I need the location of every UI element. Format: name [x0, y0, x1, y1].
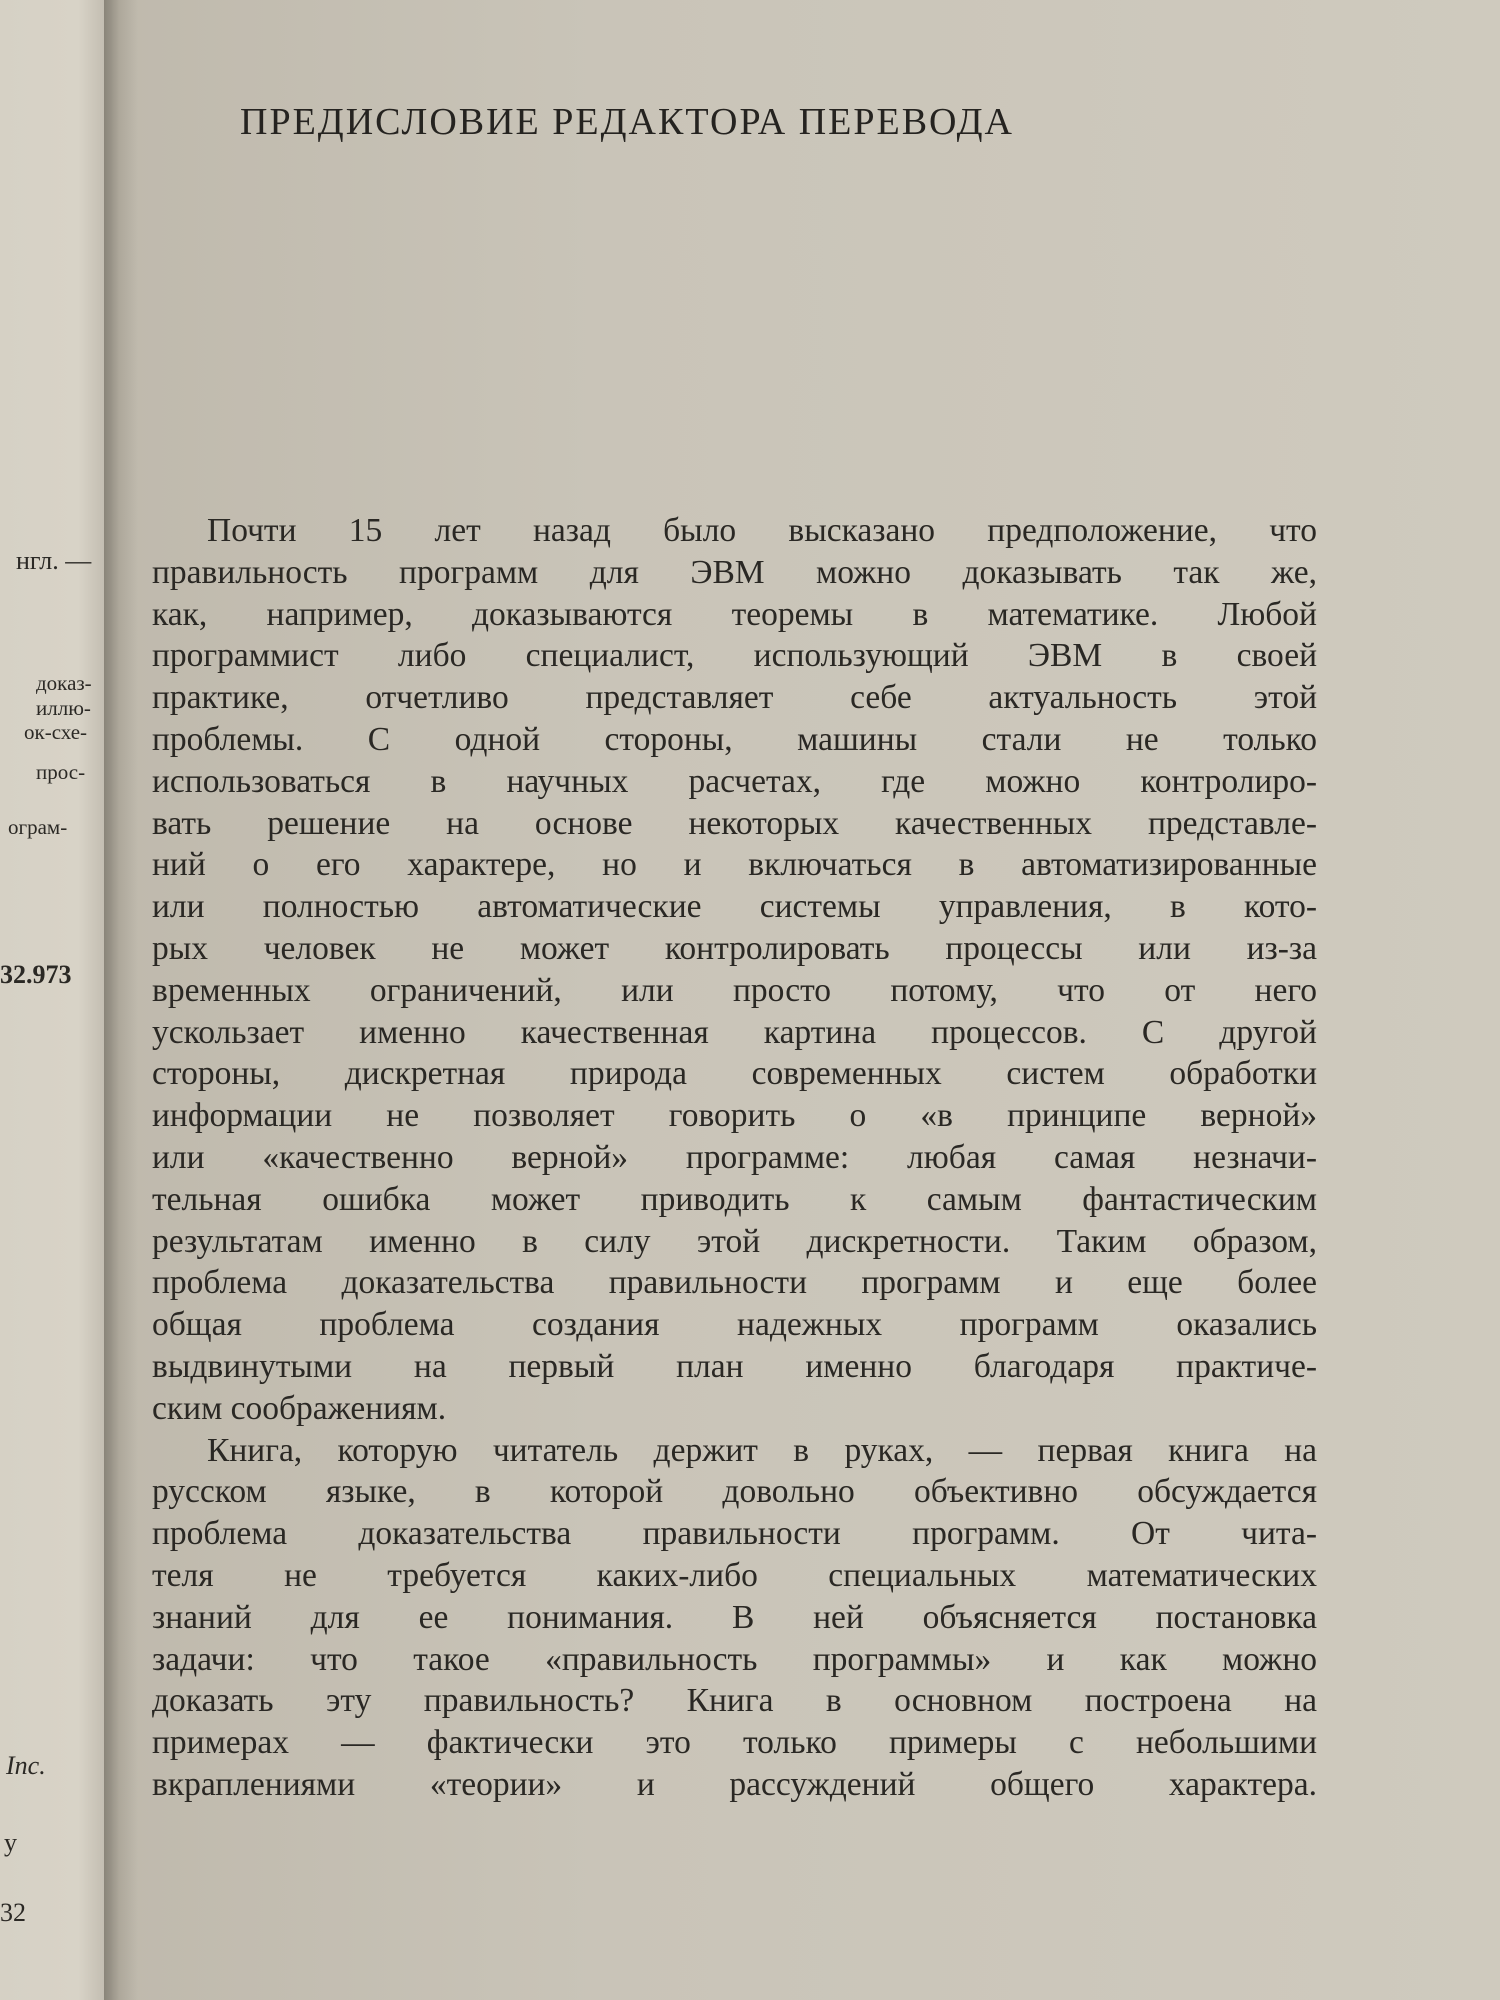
- text-line: вать решение на основе некоторых качественных представле-: [152, 804, 1317, 842]
- paragraph-1: [152, 510, 1317, 1430]
- text-line: проблема доказательства правильности программ и еще более: [152, 1264, 1317, 1302]
- text-line: практике, отчетливо представляет себе актуальность этой: [152, 679, 1317, 717]
- margin-fragment: y: [4, 1828, 17, 1857]
- text-line: программист либо специалист, использующий ЭВМ в своей: [152, 637, 1317, 675]
- main-page: [125, 0, 1500, 2000]
- body-text: [152, 510, 1317, 1806]
- text-line: Почти 15 лет назад было высказано предположение, что: [207, 512, 1317, 549]
- margin-fragment: 32.973: [0, 960, 72, 989]
- text-line: проблемы. С одной стороны, машины стали не только: [152, 720, 1317, 758]
- text-line: правильность программ для ЭВМ можно доказывать так же,: [152, 553, 1317, 591]
- text-line: общая проблема создания надежных программ оказались: [152, 1306, 1317, 1344]
- margin-fragment: иллю-: [36, 696, 91, 720]
- margin-fragment: ограм-: [8, 815, 68, 839]
- margin-fragment: 32: [0, 1898, 26, 1927]
- text-line: выдвинутыми на первый план именно благодаря практиче-: [152, 1347, 1317, 1385]
- text-line: знаний для ее понимания. В ней объясняется постановка: [152, 1598, 1317, 1636]
- text-line: ускользает именно качественная картина процессов. С другой: [152, 1013, 1317, 1051]
- text-line: задачи: что такое «правильность программы» и как можно: [152, 1640, 1317, 1678]
- margin-fragment: прос-: [36, 760, 86, 784]
- margin-fragment: нгл. —: [16, 546, 92, 575]
- text-line: или «качественно верной» программе: любая самая незначи-: [152, 1138, 1317, 1176]
- text-line: результатам именно в силу этой дискретности. Таким образом,: [152, 1222, 1317, 1260]
- text-line: использоваться в научных расчетах, где можно контролиро-: [152, 762, 1317, 800]
- text-line: стороны, дискретная природа современных систем обработки: [152, 1055, 1317, 1093]
- text-line: теля не требуется каких-либо специальных математических: [152, 1556, 1317, 1594]
- text-line: проблема доказательства правильности программ. От чита-: [152, 1515, 1317, 1553]
- text-line: как, например, доказываются теоремы в математике. Любой: [152, 595, 1317, 633]
- left-adjacent-page: [0, 0, 112, 2000]
- text-line: временных ограничений, или просто потому, что от него: [152, 971, 1317, 1009]
- text-line: информации не позволяет говорить о «в принципе верной»: [152, 1097, 1317, 1135]
- text-line: рых человек не может контролировать процессы или из-за: [152, 929, 1317, 967]
- text-line: доказать эту правильность? Книга в основном построена на: [152, 1682, 1317, 1720]
- text-line: Книга, которую читатель держит в руках, — первая книга на: [207, 1431, 1317, 1469]
- text-line: примерах — фактически это только примеры с небольшими: [152, 1724, 1317, 1762]
- margin-fragment: доказ-: [36, 671, 92, 695]
- text-line: ний о его характере, но и включаться в автоматизированные: [152, 846, 1317, 884]
- chapter-heading: ПРЕДИСЛОВИЕ РЕДАКТОРА ПЕРЕВОДА: [240, 101, 1014, 143]
- text-line: вкраплениями «теории» и рассуждений общего характера.: [152, 1765, 1317, 1803]
- paragraph-2: [152, 1430, 1317, 1806]
- text-line: тельная ошибка может приводить к самым фантастическим: [152, 1180, 1317, 1218]
- text-line: или полностью автоматические системы управления, в кото-: [152, 888, 1317, 926]
- text-line: русском языке, в которой довольно объективно обсуждается: [152, 1473, 1317, 1511]
- margin-fragment: Inc.: [6, 1751, 46, 1780]
- text-line: ским соображениям.: [152, 1389, 447, 1427]
- margin-fragment: ок-схе-: [24, 720, 88, 744]
